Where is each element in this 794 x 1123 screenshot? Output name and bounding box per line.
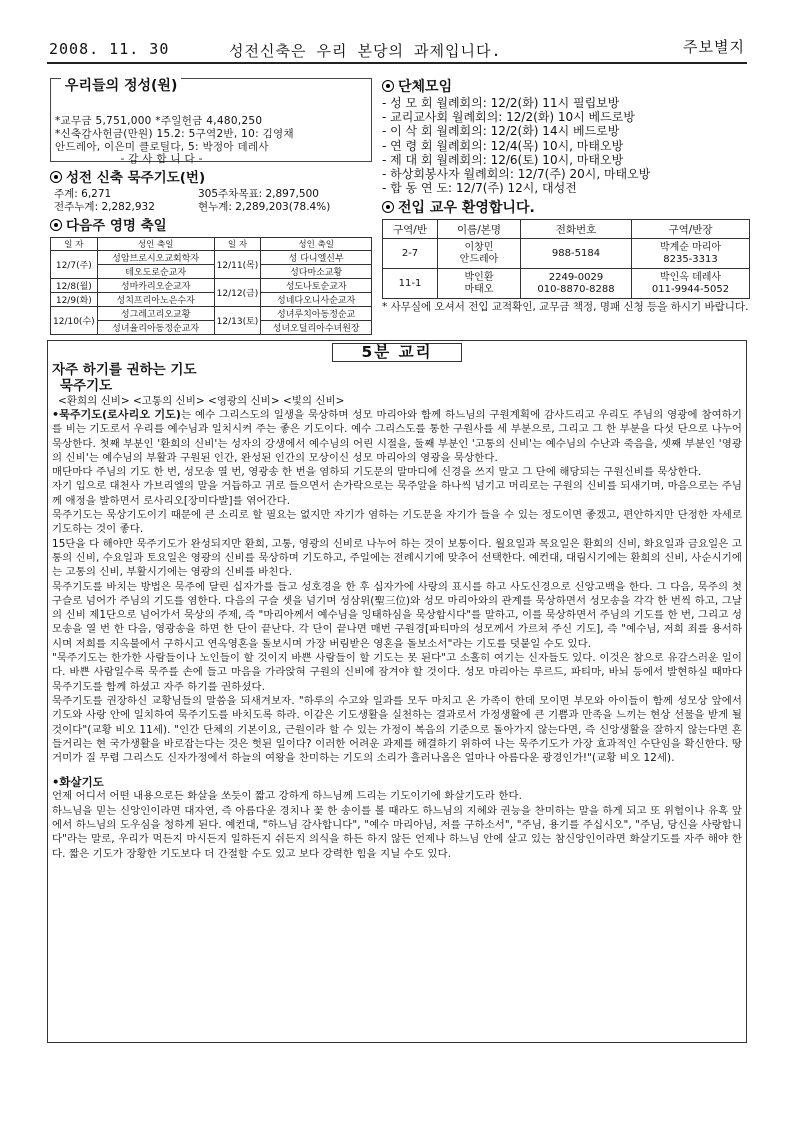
feast-date: 12/13(토) — [214, 307, 261, 335]
group-item: - 성 모 회 월례회의: 12/2(화) 11시 필립보방 — [382, 96, 620, 110]
header-type: 주보별지 — [683, 38, 745, 56]
feast-saint: 테오도로순교자 — [97, 265, 214, 279]
col-header: 구역/반장 — [632, 220, 750, 239]
table-row — [383, 269, 750, 299]
header-date: 2008. 11. 30 — [49, 40, 170, 58]
col-header: 성인 축일 — [261, 238, 372, 251]
paragraph: 15단을 다 해야만 묵주기도가 완성되지만 환희, 고통, 영광의 신비로 나누어 하는 것이 보통이다. 월요일과 목요일은 환희의 신비, 화요일과 금요일은 고통의 신비, 수요일과 토요일은 영광의 신비를 묵상하며 기도하고, 주일에는 전례시기에 맞추어 선택한다. 예컨대, 대림시기에는 환희의 신비, 사순시기에는 고통의 신비, 부활시기에는 영광의 신비를 바친다. — [52, 537, 742, 579]
header-title: 성전신축은 우리 본당의 과제입니다. — [229, 42, 502, 60]
newcomer-name: 박인환 마태오 — [438, 269, 521, 299]
target-bullet-icon — [382, 201, 394, 213]
rosary-heading — [50, 166, 372, 186]
offering-line: *신축감사헌금(만원) 15.2: 5구역2반, 10: 김영채 — [55, 128, 294, 140]
col-header: 성인 축일 — [97, 238, 214, 251]
feast-saint: 성녀오딜리아수녀원장 — [261, 321, 372, 335]
groups-title: 단체모임 — [398, 79, 453, 95]
feast-saint: 성도나토순교자 — [261, 279, 372, 293]
paragraph-text: 는 예수 그리스도의 일생을 묵상하며 성모 마리아와 함께 하느님의 구원계획에 감사드리고 우리도 주님의 영광에 참여하기를 비는 기도로서 우리를 예수님과 일치시켜 주는 좋은 기도이다. 예수 그리스도를 통한 구원사를 세 부분으로, 그리고 그 한 부분을 다섯 단으로 나누어 묵상한다. 첫째 부분인 '환희의 신비'는 성자의 강생에서 예수님의 어린 시절을, 둘째 부분인 '고통의 신비'는 예수님의 수난과 죽음을, 셋째 부분인 '영광의 신비'는 예수님의 부활과 구원된 인간, 완성된 인간의 모상이신 성모 마리아의 영광을 묵상한다. — [52, 409, 742, 464]
newcomer-leader: 박인옥 데레사 011-9944-5052 — [632, 269, 750, 299]
mysteries-list: <환희의 신비> <고통의 신비> <영광의 신비> <빛의 신비> — [58, 395, 345, 407]
newcomers-heading — [382, 197, 750, 217]
newcomer-district: 2-7 — [383, 239, 438, 269]
catechism-title: 자주 하기를 권하는 기도 — [52, 362, 197, 378]
paragraph: 자기 입으로 대천사 가브리엘의 말을 거듭하고 귀로 들으면서 손가락으로는 묵주알을 하나씩 넘기고 머리로는 구원의 신비를 되새기며, 마음으로는 주님께 애정을 발하면서 로사리오[장미다발]를 엮어간다. — [52, 480, 742, 507]
feast-title: 다음주 영명 축일 — [66, 218, 167, 234]
target-bullet-icon — [382, 80, 394, 92]
catechism-box — [47, 340, 747, 1043]
paragraph: "묵주기도는 한가한 사람들이나 노인들이 할 것이지 바쁜 사람들이 할 기도는 못 된다"고 소홀히 여기는 신자들도 있다. 이것은 참으로 유감스러운 일이다. 바쁜 사람일수록 묵주를 손에 들고 마음을 가라앉혀 구원의 신비에 잠겨야 할 것이다. 성모 마리아는 루르드, 파티마, 바뇌 등에서 발현하실 때마다 묵주기도를 함께 하셨고 자주 하기를 권하셨다. — [52, 652, 742, 693]
aspiration-title: •화살기도 — [52, 775, 104, 790]
feast-date: 12/12(금) — [214, 279, 261, 307]
group-item: - 합 동 연 도: 12/7(주) 12시, 대성전 — [382, 181, 577, 196]
offering-line: - 감 사 합 니 다 - — [55, 153, 203, 165]
paragraph: 묵주기도를 권장하신 교황님들의 말씀을 되새겨보자. "하루의 수고와 일과를 모두 마치고 온 가족이 한데 모이면 부모와 아이들이 함께 성모상 앞에서 기도와 사랑 안에 일치하여 묵주기도를 바치도록 하라. 이같은 기도생활을 실천하는 결과로서 가정생활에 큰 기쁨과 만족을 느끼는 현상 선물을 받게 될 것이다"(교황 비오 11세). "인간 단체의 기본이요, 근원이라 할 수 있는 가정이 복음의 기준으로 돌아가지 않는다면, 즉 신앙생활을 잘하지 않는다면 흔들거리는 현 국가생활을 바로잡는다는 것은 헛된 일이다? 이러한 어려운 과제를 해결하기 위하여 나는 묵주기도가 가장 효과적인 수단임을 확신한다. 땅거미가 질 무렵 그리스도 신자가정에서 하늘의 여왕을 찬미하는 기도의 소리가 흘러나옴은 얼마나 아름다운 광경인가!"(교황 비오 12세). — [52, 694, 742, 765]
newcomer-district: 11-1 — [383, 269, 438, 299]
paragraph: 하느님을 믿는 신앙인이라면 대자연, 즉 아름다운 경치나 꽃 한 송이를 볼 때라도 하느님의 지혜와 권능을 찬미하는 말을 하게 되고 또 위험이나 유혹 앞에서 하느님의 도우심을 청하게 된다. 예컨대, "하느님 감사합니다", "예수 마리아님, 저를 구하소서", "주님, 용기를 주십시오", "주님, 당신을 사랑합니다"라는 말로, 우리가 먹든지 마시든지 일하든지 쉬든지 의식을 하든 하지 않든 언제나 하느님 안에 살고 있는 참신앙인이라면 화살기도를 자주 해야 한다. 짧은 기도가 장황한 기도보다 더 간절할 수도 있고 보다 강력한 힘을 지닐 수도 있다. — [52, 804, 742, 860]
offering-title: 우리들의 정성(원) — [61, 75, 181, 95]
rosary-current-total: 현누계: 2,289,203(78.4%) — [198, 201, 331, 213]
table-row — [51, 251, 372, 265]
feast-table — [50, 237, 372, 335]
feast-date: 12/11(목) — [214, 251, 261, 279]
target-bullet-icon — [50, 171, 62, 183]
paragraph: 언제 어디서 어떤 내용으로든 화살을 쏘듯이 짧고 강하게 하느님께 드리는 기도이기에 화살기도라 한다. — [52, 790, 523, 803]
target-bullet-icon — [50, 219, 62, 231]
rosary-row — [50, 199, 372, 212]
col-header: 이름/본명 — [438, 220, 521, 239]
newcomer-phone: 2249-0029 010-8870-8288 — [521, 269, 632, 299]
rosary-goal: 305주차목표: 2,897,500 — [198, 188, 319, 200]
newcomers-note: * 사무실에 오셔서 전입 교적확인, 교무금 책정, 명패 신청 등을 하시기 바랍니다. — [382, 301, 749, 314]
feast-saint: 성다마소교황 — [261, 265, 372, 279]
paragraph: 묵주기도를 바치는 방법은 묵주에 달린 십자가를 들고 성호경을 한 후 십자가에 사랑의 표시를 하고 사도신경으로 신앙고백을 한다. 그 다음, 묵주의 첫 구슬로 넘어가 주님의 기도를 염한다. 다음의 구슬 셋을 넘기며 성삼위(聖三位)와 성모 마리아와의 관계를 묵상하면서 성모송을 각각 한 번씩 하고, 그날의 신비 제1단으로 넘어가서 묵상의 주제, 즉 "마리아께서 예수님을 잉태하심을 묵상합시다"를 말하고, 이를 묵상하면서 주님의 기도를 한 번, 그리고 성모송을 열 번 한 다음, 영광송을 하면 한 단이 끝난다. 각 단이 끝나면 매번 구원경[파티마의 성모께서 가르쳐 주신 기도], 즉 "예수님, 저희 죄를 용서하시며 저희를 지옥불에서 구하시고 연옥영혼을 돌보시며 가장 버림받은 영혼을 돌보소서"라는 기도를 덧붙일 수도 있다. — [52, 580, 742, 650]
feast-saint: 성암브로시오교회학자 — [97, 251, 214, 265]
page-header — [47, 38, 747, 64]
col-header: 일 자 — [51, 238, 98, 251]
feast-date: 12/8(월) — [51, 279, 98, 293]
rosary-term: •묵주기도(로사리오 기도) — [52, 408, 182, 421]
table-row — [51, 265, 372, 279]
col-header: 일 자 — [214, 238, 261, 251]
newcomer-leader: 박계순 마리아 8235-3313 — [632, 239, 750, 269]
newcomer-name: 이창민 안드레아 — [438, 239, 521, 269]
col-header: 구역/반 — [383, 220, 438, 239]
catechism-heading-label: 5분 교리 — [332, 343, 461, 362]
paragraph: 매단마다 주님의 기도 한 번, 성모송 열 번, 영광송 한 번을 염하되 기도문의 말마디에 신경을 쓰지 말고 그 단에 해당되는 구원신비를 묵상한다. — [52, 466, 702, 479]
feast-saint: 성마카리오순교자 — [97, 279, 214, 293]
offering-box — [50, 78, 372, 165]
group-item: - 교리교사회 월례회의: 12/2(화) 10시 베드로방 — [382, 110, 635, 125]
feast-saint: 성치프리아노은수자 — [97, 293, 214, 307]
catechism-subtitle: 묵주기도 — [60, 378, 113, 394]
feast-saint: 성네다오니사순교자 — [261, 293, 372, 307]
table-row — [51, 293, 372, 307]
paragraph — [52, 408, 742, 465]
col-header: 전화번호 — [521, 220, 632, 239]
feast-saint: 성녀루치아동정순교 — [261, 307, 372, 321]
group-item: - 이 삭 회 월례회의: 12/2(화) 14시 베드로방 — [382, 124, 620, 139]
feast-saint: 성그레고리오교황 — [97, 307, 214, 321]
groups-heading — [382, 76, 750, 96]
rosary-week: 주계: 6,271 — [54, 188, 112, 200]
paragraph: 묵주기도는 묵상기도이기 때문에 큰 소리로 할 필요는 없지만 자기가 염하는 기도문을 자기가 들을 수 있는 정도이면 좋겠고, 편안하지만 단정한 자세로 기도하는 것이 좋다. — [52, 509, 742, 536]
rosary-title: 성전 신축 묵주기도(번) — [66, 170, 206, 186]
feast-date: 12/10(수) — [51, 307, 98, 335]
right-column — [382, 76, 750, 314]
feast-date: 12/7(주) — [51, 251, 98, 279]
group-item: - 연 령 회 월례회의: 12/4(목) 10시, 마태오방 — [382, 138, 624, 153]
newcomers-header-row — [383, 220, 750, 239]
newcomers-table — [382, 219, 750, 299]
feast-date: 12/9(화) — [51, 293, 98, 307]
catechism-heading — [52, 342, 742, 362]
feast-saint: 성녀율리아동정순교자 — [97, 321, 214, 335]
table-row — [383, 239, 750, 269]
table-row — [51, 307, 372, 321]
rosary-row — [50, 186, 372, 199]
group-item: - 하상회봉사자 월례회의: 12/7(주) 20시, 마태오방 — [382, 167, 651, 182]
rosary-prev-total: 전주누계: 2,282,932 — [54, 201, 155, 213]
left-column — [50, 72, 372, 335]
newcomer-phone: 988-5184 — [521, 239, 632, 269]
group-item: - 제 대 회 월례회의: 12/6(토) 10시, 마태오방 — [382, 152, 624, 167]
offering-line: 안드레아, 이은미 클로틸다, 5: 박정아 데레사 — [55, 141, 269, 153]
table-row — [51, 321, 372, 335]
feast-header-row — [51, 238, 372, 251]
newcomers-title: 전입 교우 환영합니다. — [398, 200, 535, 217]
offering-line: *교무금 5,751,000 *주일헌금 4,480,250 — [55, 115, 263, 127]
feast-saint: 성 다니엘신부 — [261, 251, 372, 265]
table-row — [51, 279, 372, 293]
feast-heading — [50, 214, 372, 234]
